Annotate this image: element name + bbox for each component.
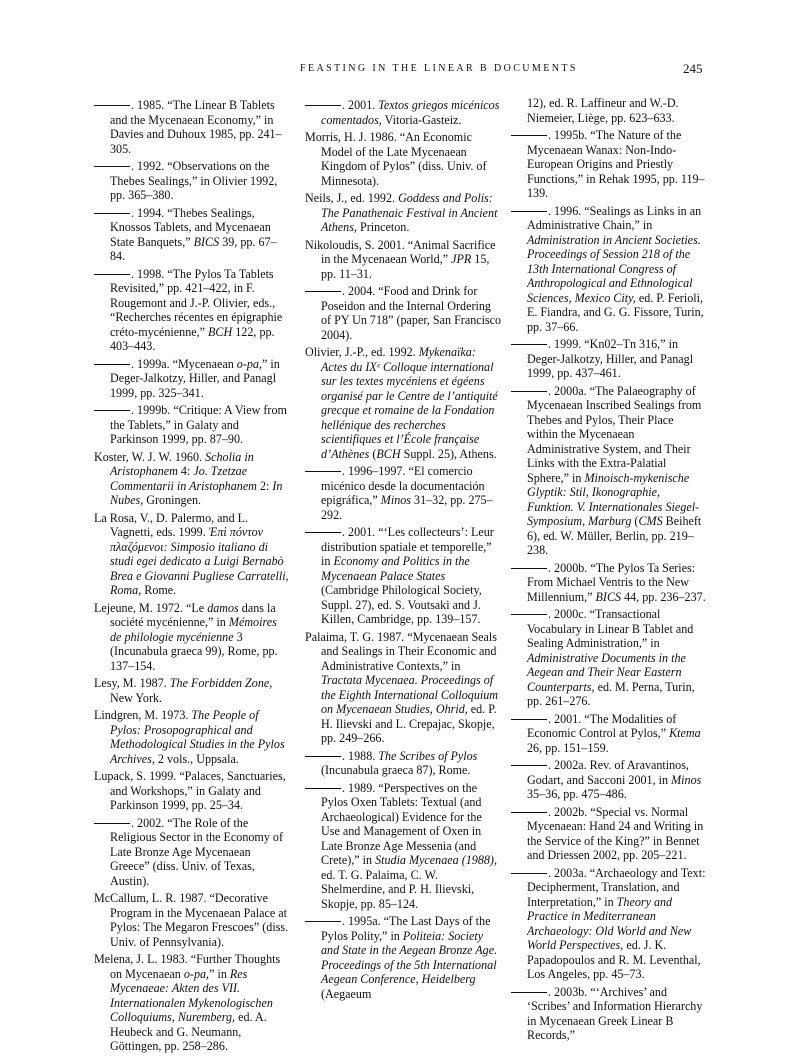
- citation-text: Melena, J. L. 1983. “Further Thoughts on Mycenaean: [94, 952, 281, 981]
- same-author-dash: [94, 213, 130, 214]
- italic-title: The People of Pylos: Prosopographical and Methodological Studies in the Pylos Archives,: [110, 708, 285, 766]
- citation-text: McCallum, L. R. 1987. “Decorative Program in the Mycenaean Palace at Pylos: The Megaron Frescoes” (diss. Univ. of Pennsylvania).: [94, 891, 289, 949]
- citation-text: (Cambridge Philological Society, Suppl. 27), ed. S. Voutsaki and J. Killen, Cambridge, pp. 139–157.: [321, 583, 482, 626]
- citation-text: Koster, W. J. W. 1960.: [94, 449, 206, 464]
- italic-title: Jo. Tzetzae Commentarii in Aristophanem: [110, 464, 257, 493]
- citation-text: . 1999. “Kn02–Tn 316,” in Deger-Jalkotzy, Hiller, and Panagl 1999, pp. 437–461.: [527, 337, 694, 380]
- bibliography-entry: [511, 712, 707, 756]
- italic-title: Politeia: Society and State in the Aegean Bronze Age. Proceedings of the 5th International Aegean Conference, Heidelberg: [321, 928, 498, 986]
- bibliography-entry: [94, 676, 290, 705]
- italic-title: Theory and Practice in Mediterranean Archaeology: Old World and New World Perspectives,: [527, 894, 692, 952]
- same-author-dash: [511, 344, 547, 345]
- citation-text: 35–36, pp. 475–486.: [527, 787, 627, 801]
- citation-text: . 1992. “Observations on the Thebes Sealings,” in Olivier 1992, pp. 365–380.: [110, 159, 278, 202]
- same-author-dash: [511, 765, 547, 766]
- italic-title: Minoisch-mykenische Glyptik: Stil, Ikonographie, Funktion. V. Internationales Siegel-Symposium, Marburg: [527, 470, 700, 528]
- italic-title: Mémoires de philologie mycénienne: [110, 615, 277, 644]
- same-author-dash: [305, 532, 341, 533]
- page-number: 245: [683, 61, 703, 76]
- citation-text: . 1999b. “Critique: A View from the Tablets,” in Galaty and Parkinson 1999, pp. 87–90.: [110, 403, 287, 446]
- italic-title: Goddess and Polis: The Panathenaic Festival in Ancient Athens,: [321, 191, 498, 234]
- bibliography-entry: [94, 816, 290, 889]
- same-author-dash: [94, 274, 130, 275]
- citation-text: Morris, H. J. 1986. “An Economic Model of the Late Mycenaean Kingdom of Pylos” (diss. Univ. of Minnesota).: [305, 130, 487, 188]
- bibliography-entry: [94, 98, 290, 156]
- citation-text: . 2000a. “The Palaeography of Mycenaean Inscribed Sealings from Thebes and Pylos, Their Place within the Mycenaean Administrative System, and Their Links with the Extra-Palatial Sphere,” in: [527, 383, 702, 485]
- citation-text: ed. T. G. Palaima, C. W. Shelmerdine, and P. H. Ilievski, Skopje, pp. 85–124.: [321, 867, 475, 911]
- citation-text: Neils, J., ed. 1992.: [305, 191, 399, 205]
- bibliography-entry: [305, 781, 503, 912]
- bibliography-entry: [94, 206, 290, 264]
- same-author-dash: [305, 105, 341, 106]
- bibliography-entry: [511, 985, 707, 1043]
- same-author-dash: [511, 135, 547, 136]
- italic-title: Textos griegos micénicos comentados,: [321, 98, 500, 127]
- citation-text: . 1999a. “Mycenaean: [131, 356, 237, 371]
- bibliography-entry: [305, 914, 503, 1001]
- citation-text: . 1989. “Perspectives on the Pylos Oxen Tablets: Textual (and Archaeological) Evidence for the Use and Management of Oxen in Late Bronze Age Messenia (and Crete),” in: [321, 780, 482, 867]
- citation-text: . 2002a. Rev. of Aravantinos, Godart, and Sacconi 2001, in: [527, 758, 689, 787]
- same-author-dash: [94, 364, 130, 365]
- citation-text: 12), ed. R. Laffineur and W.-D. Niemeier, Liège, pp. 623–633.: [527, 96, 679, 125]
- bibliography-entry: [94, 511, 290, 598]
- citation-text: (Incunabula graeca 87), Rome.: [321, 763, 471, 777]
- bibliography-entry: [305, 345, 503, 461]
- bibliography-entry: [94, 403, 290, 447]
- italic-title: Minos: [671, 772, 702, 787]
- same-author-dash: [94, 410, 130, 411]
- citation-text: (: [369, 446, 377, 461]
- citation-text: 44, pp. 236–237.: [621, 589, 706, 604]
- citation-text: Beiheft 6), ed. W. Müller, Berlin, pp. 219–238.: [527, 514, 702, 557]
- italic-title: Mykenaïka: Actes du IXᵉ Colloque international sur les textes mycéniens et égéens organisé par le Centre de l’antiquité grecque et romaine de la Fondation hellénique des recherches scientifiques et l’École française d’Athènes: [321, 345, 498, 461]
- citation-text: Princeton.: [356, 220, 410, 234]
- italic-title: Economy and Politics in the Mycenaean Palace States: [321, 554, 470, 583]
- bibliography-entry: [94, 601, 290, 674]
- italic-title: Studia Mycenaea (1988),: [375, 853, 497, 867]
- citation-text: ” in Deger-Jalkotzy, Hiller, and Panagl 1999, pp. 325–341.: [110, 356, 280, 400]
- bibliography-entry: [511, 128, 707, 201]
- bibliography-entry: [305, 238, 503, 282]
- bibliography-entry: [511, 337, 707, 381]
- bibliography-column-3: [511, 98, 707, 1046]
- citation-text: . 2003b. “‘Archives’ and ‘Scribes’ and Information Hierarchy in Mycenaean Greek Linear B Records,”: [527, 984, 703, 1042]
- italic-title: The Forbidden Zone,: [169, 676, 273, 690]
- same-author-dash: [94, 105, 130, 106]
- citation-text: Rome.: [141, 583, 177, 597]
- citation-text: . 2003a. “Archaeology and Text: Decipherment, Translation, and Interpretation,” in: [527, 865, 706, 909]
- citation-text: 122, pp. 403–443.: [110, 324, 275, 353]
- italic-title: damos: [207, 600, 239, 615]
- bibliography-entry: [305, 191, 503, 235]
- citation-text: Vitoria-Gasteiz.: [381, 112, 462, 127]
- citation-text: . 1994. “Thebes Sealings, Knossos Tablets, and Mycenaean State Banquets,”: [110, 205, 271, 249]
- same-author-dash: [511, 812, 547, 813]
- citation-text: ” in: [209, 966, 230, 981]
- citation-text: . 2000b. “The Pylos Ta Series: From Michael Ventris to the New Millennium,”: [527, 560, 696, 604]
- citation-text: 3 (Incunabula graeca 99), Rome, pp. 137–154.: [110, 629, 278, 673]
- citation-text: ed. A. Heubeck and G. Neumann, Göttingen, pp. 258–286.: [110, 1010, 267, 1053]
- italic-title: BICS: [193, 234, 220, 249]
- italic-title: Administrative Documents in the Aegean and Their Near Eastern Counterparts,: [527, 650, 686, 694]
- bibliography-entry-continuation: [511, 96, 707, 125]
- citation-text: 2:: [256, 478, 273, 493]
- citation-text: Nikoloudis, S. 2001. “Animal Sacrifice in the Mycenaean World,”: [305, 237, 496, 266]
- citation-text: Lesy, M. 1987.: [94, 676, 170, 690]
- citation-text: New York.: [110, 690, 163, 705]
- bibliography-entry: [305, 525, 503, 627]
- bibliography-entry: [305, 630, 503, 746]
- bibliography-entry: [94, 769, 290, 813]
- citation-text: Lindgren, M. 1973.: [94, 708, 192, 722]
- citation-text: (Aegaeum: [321, 986, 372, 1001]
- same-author-dash: [305, 788, 341, 789]
- citation-text: dans la société mycénienne,” in: [110, 600, 276, 629]
- citation-text: . 2001. “‘Les collecteurs’: Leur distribution spatiale et temporelle,” in: [321, 525, 494, 568]
- same-author-dash: [511, 873, 547, 874]
- italic-title: Ἐπὶ πόντον πλαζόμενοι: Simposio italiano di studi egei dedicato a Luigi Bernabò Brea e Giovanni Pugliese Carratelli, Roma,: [110, 525, 289, 597]
- italic-title: The Scribes of Pylos: [378, 748, 478, 763]
- citation-text: ed. P. H. Ilievski and L. Crepajac, Skopje, pp. 249–266.: [321, 702, 497, 745]
- bibliography-entry: [305, 749, 503, 778]
- citation-text: 4:: [177, 464, 194, 478]
- italic-title: Res Mycenaeae: Akten des VII. Internationalen Mykenologischen Colloquiums, Nuremberg,: [110, 966, 273, 1024]
- citation-text: Palaima, T. G. 1987. “Mycenaean Seals and Sealings in Their Economic and Administrative Contexts,” in: [305, 629, 497, 673]
- bibliography-entry: [511, 204, 707, 335]
- bibliography-column-1: [94, 98, 290, 1057]
- citation-text: (: [631, 514, 639, 528]
- citation-text: 15, pp. 11–31.: [321, 252, 490, 281]
- bibliography-entry: [94, 450, 290, 508]
- citation-text: La Rosa, V., D. Palermo, and L. Vagnetti, eds. 1999.: [94, 510, 249, 539]
- same-author-dash: [305, 291, 341, 292]
- citation-text: ed. M. Perna, Turin, pp. 261–276.: [527, 679, 695, 708]
- bibliography-entry: [305, 284, 503, 342]
- italic-title: o-pa,: [183, 966, 210, 981]
- citation-text: . 2004. “Food and Drink for Poseidon and the Internal Ordering of PY Un 718” (paper, San Francisco 2004).: [321, 284, 502, 342]
- same-author-dash: [305, 471, 341, 472]
- citation-text: . 2001.: [342, 98, 379, 112]
- bibliography-entry: [94, 357, 290, 401]
- same-author-dash: [94, 166, 130, 167]
- bibliography-entry: [305, 464, 503, 522]
- same-author-dash: [511, 992, 547, 993]
- citation-text: . 1988.: [342, 748, 379, 763]
- bibliography-entry: [94, 159, 290, 203]
- citation-text: . 1985. “The Linear B Tablets and the Mycenaean Economy,” in Davies and Duhoux 1985, pp. 241–305.: [110, 98, 282, 156]
- citation-text: Suppl. 25), Athens.: [400, 446, 497, 461]
- citation-text: ed. J. K. Papadopoulos and R. M. Leventhal, Los Angeles, pp. 45–73.: [527, 938, 701, 981]
- same-author-dash: [94, 823, 130, 824]
- citation-text: . 1998. “The Pylos Ta Tablets Revisited,” pp. 421–422, in F. Rougemont and J.-P. Olivier, eds., “Recherches récentes en épigraphie créto-mycénienne,”: [110, 266, 283, 339]
- italic-title: Administration in Ancient Societies. Proceedings of Session 218 of the 13th International Congress of Anthropological and Ethnological Sciences, Mexico City,: [527, 232, 701, 305]
- bibliography-column-2: [305, 98, 503, 1004]
- same-author-dash: [305, 756, 341, 757]
- bibliography-entry: [511, 384, 707, 558]
- italic-title: Ktema: [669, 726, 701, 740]
- bibliography-entry: [511, 607, 707, 709]
- italic-title: Scholia in Aristophanem: [110, 449, 254, 478]
- citation-text: 26, pp. 151–159.: [527, 740, 609, 755]
- italic-title: In Nubes,: [110, 478, 283, 507]
- citation-text: ed. P. Ferioli, E. Fiandra, and G. G. Fissore, Turin, pp. 37–66.: [527, 290, 704, 334]
- bibliography-entry: [511, 758, 707, 802]
- same-author-dash: [511, 391, 547, 392]
- citation-text: 2 vols., Uppsala.: [154, 751, 239, 766]
- bibliography-entry: [305, 130, 503, 188]
- citation-text: 31–32, pp. 275–292.: [321, 493, 493, 522]
- citation-text: Lupack, S. 1999. “Palaces, Sanctuaries, and Workshops,” in Galaty and Parkinson 1999, pp. 25–34.: [94, 769, 286, 812]
- citation-text: . 2001. “The Modalities of Economic Control at Pylos,”: [527, 711, 677, 740]
- citation-text: Groningen.: [143, 493, 202, 507]
- bibliography-entry: [94, 891, 290, 949]
- citation-text: . 1996. “Sealings as Links in an Administrative Chain,” in: [527, 203, 702, 232]
- bibliography-entry: [511, 561, 707, 605]
- same-author-dash: [305, 921, 341, 922]
- citation-text: . 1996–1997. “El comercio micénico desde la documentación epigráfica,”: [321, 464, 485, 507]
- bibliography-entry: [511, 866, 707, 982]
- bibliography-entry: [511, 805, 707, 863]
- same-author-dash: [511, 719, 547, 720]
- same-author-dash: [511, 614, 547, 615]
- italic-title: BICS: [595, 589, 622, 604]
- citation-text: . 2002b. “Special vs. Normal Mycenaean: Hand 24 and Writing in the Service of the King?” in Bennet and Driessen 2002, pp. 205–221.: [527, 804, 704, 862]
- bibliography-entry: [94, 267, 290, 354]
- citation-text: . 1995a. “The Last Days of the Pylos Polity,” in: [321, 914, 491, 943]
- bibliography-entry: [305, 98, 503, 127]
- same-author-dash: [511, 211, 547, 212]
- citation-text: . 2000c. “Transactional Vocabulary in Linear B Tablet and Sealing Administration,” in: [527, 607, 694, 650]
- italic-title: BCH: [376, 446, 401, 461]
- bibliography-entry: [94, 708, 290, 766]
- bibliography-entry: [94, 952, 290, 1054]
- italic-title: o-pa,: [236, 356, 262, 371]
- same-author-dash: [511, 568, 547, 569]
- running-head: FEASTING IN THE LINEAR B DOCUMENTS: [300, 63, 578, 74]
- italic-title: BCH: [208, 324, 233, 339]
- citation-text: . 1995b. “The Nature of the Mycenaean Wanax: Non-Indo-European Origins and Priestly Functions,” in Rehak 1995, pp. 119–139.: [527, 128, 705, 200]
- italic-title: CMS: [638, 514, 663, 528]
- italic-title: Minos: [380, 493, 411, 507]
- italic-title: Tractata Mycenaea. Proceedings of the Eighth International Colloquium on Mycenaean Studies, Ohrid,: [321, 673, 499, 716]
- citation-text: 39, pp. 67–84.: [110, 234, 277, 263]
- italic-title: JPR: [451, 252, 472, 266]
- citation-text: Olivier, J.-P., ed. 1992.: [305, 345, 419, 359]
- citation-text: Lejeune, M. 1972. “Le: [94, 600, 208, 615]
- citation-text: . 2002. “The Role of the Religious Sector in the Economy of Late Bronze Age Mycenaean Greece” (diss. Univ. of Texas, Austin).: [110, 815, 283, 888]
